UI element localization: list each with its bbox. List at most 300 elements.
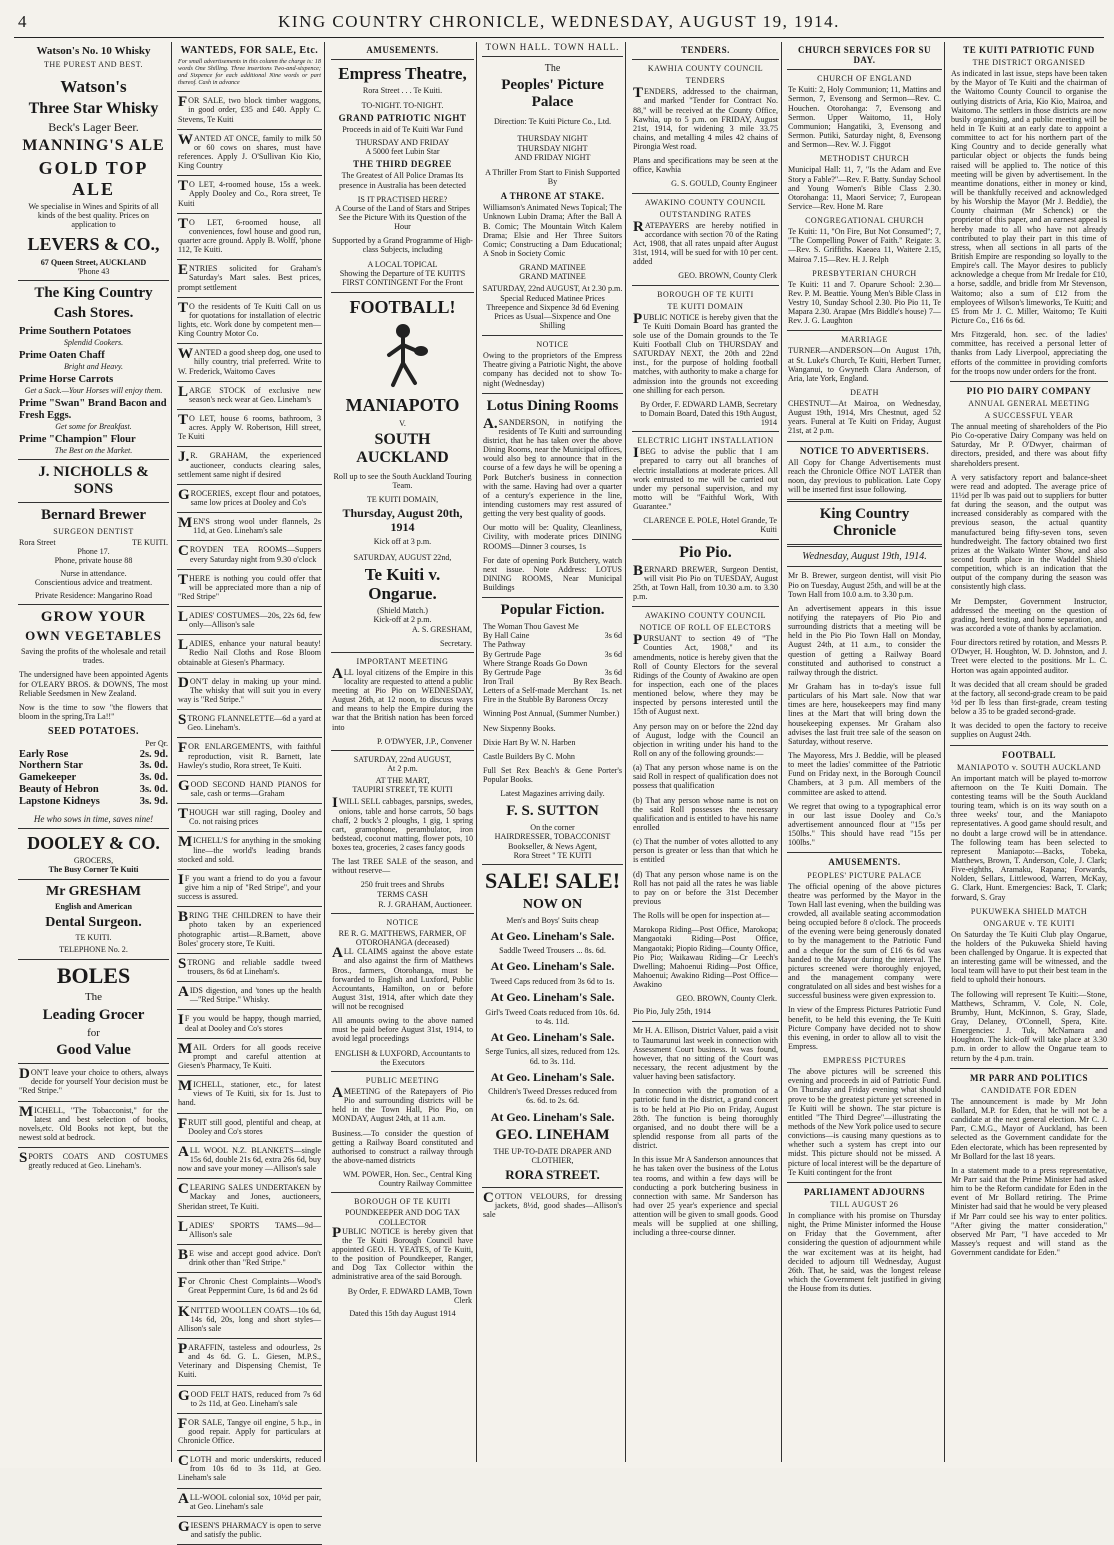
per-qr-label: Per Qr. xyxy=(145,739,168,749)
classified-list xyxy=(175,96,324,1545)
residence: Private Residence: Mangarino Road xyxy=(34,591,153,601)
classified-ad: STRONG and reliable saddle tweed trousers, 8s 6d at Lineham's. xyxy=(178,955,321,976)
ad-divider xyxy=(177,1488,322,1489)
ad-divider xyxy=(177,343,322,344)
column-2 xyxy=(175,42,325,1540)
grow-spring: Now is the time to sow "the flowers that bloom in the spring,Tra La!!" xyxy=(19,702,168,721)
last-tree-sale: The last TREE SALE of the season, and without reserve— xyxy=(332,857,473,876)
seed-price: 3s. 9d. xyxy=(139,795,168,807)
seed-list xyxy=(16,749,171,808)
business-text: Business.—To consider the question of getting a Railway Board constituted and authorised to construct a railway through the above-named districts xyxy=(332,1128,473,1165)
purest-best: THE PUREST AND BEST. xyxy=(43,60,144,70)
at-geo-lineham: At Geo. Lineham's Sale. xyxy=(490,1029,615,1044)
levers-co: LEVERS & CO., xyxy=(27,234,160,255)
borough-heading: BOROUGH OF TE KUITI xyxy=(354,1197,451,1207)
gould-signature: G. S. GOULD, County Engineer xyxy=(671,179,777,189)
book-row xyxy=(483,631,622,640)
product-note: Bright and Heavy. xyxy=(63,361,124,371)
editorial-4: The Mayoress, Mrs J. Beddie, will be pleased to meet the ladies' committee of the Patriotic Fund on Friday next, in the Borough Council Chambers, at 3 p.m. All members of the committee are asked to attend. xyxy=(788,751,941,797)
grocers: GROCERS, xyxy=(73,856,114,866)
classified-ad: TO LET, 4-roomed house, 15s a week. Apply Dooley and Co., Rora street, Te Kuiti xyxy=(178,178,321,208)
ad-divider xyxy=(177,606,322,607)
fs-sutton: F. S. SUTTON xyxy=(506,803,599,820)
ad-divider xyxy=(177,981,322,982)
phone-private: Phone, private house 88 xyxy=(54,555,133,565)
book-title: By Gertrude Page xyxy=(483,667,541,677)
michell-ad: MICHELL, "The Tobacconist," for the latest and best selection of books, novels,etc. Old Books not kept, but the newest sold at bedrock. xyxy=(19,1103,168,1143)
kawhia-county-council: KAWHIA COUNTY COUNCIL xyxy=(647,64,764,74)
amuse-text-2: In view of the Empress Pictures Patriotic Fund benefit, to be held this evening, the Te Kuiti Picture Company have decided not to show this evening, in order to allow all to visit the Empress. xyxy=(788,1005,941,1051)
poundkeeper-heading: POUNDKEEPER AND DOG TAX COLLECTOR xyxy=(345,1208,460,1227)
amusements-heading-2: AMUSEMENTS. xyxy=(828,857,901,868)
book-price: 3s 6d xyxy=(604,649,622,659)
town-hall: TOWN HALL. TOWN HALL. xyxy=(485,42,620,52)
ad-divider xyxy=(177,1216,322,1217)
mr-gresham: Mr GRESHAM xyxy=(45,883,141,899)
ad-divider xyxy=(177,1178,322,1179)
dairy-text-1: The annual meeting of shareholders of the Pio Pio Co-operative Dairy Company was held on Saturday, Mr P. O'Dwyer, chairman of directors, presided, and there was about fifty shareholders present. xyxy=(951,422,1107,468)
classified-ad: CLEARING SALES UNDERTAKEN by Mackay and Jones, auctioneers, Sheridan street, Te Kuiti. xyxy=(178,1181,321,1211)
winning-post: Winning Post Annual, (Summer Number.) xyxy=(483,709,620,719)
brown-signature: GEO. BROWN, County Clerk xyxy=(678,271,777,281)
notice-advertisers: NOTICE TO ADVERTISERS. xyxy=(799,445,930,456)
column-1 xyxy=(16,42,172,1462)
classified-ad: LADIES' COSTUMES—20s, 22s 6d, few only—Allison's sale xyxy=(178,609,321,630)
tenders-heading: TENDERS. xyxy=(681,45,730,55)
ellison-text: Mr H. A. Ellison, District Valuer, paid a visit to Taumarunui last week in connection with Assessment Court business. It was found, however, that no sitting of the Court was necessary, the recent adjustment by the valuer having been satisfactory. xyxy=(633,1026,778,1082)
mr-parr-politics: MR PARR AND POLITICS xyxy=(969,1072,1089,1083)
domain-notice: PUBLIC NOTICE is hereby given that the Te Kuiti Domain Board has granted the sole use of the Domain grounds to the Te Kuiti Football Club on THURSDAY and SATURDAY NEXT, the 20th and 22nd inst., for the purpose of holding football matches, with authority to make a charge for admission into the grounds not exceeding one shilling for each person. xyxy=(633,310,778,395)
grand-matinee-2: GRAND MATINEE xyxy=(519,272,586,282)
parr-text-2: In a statement made to a press representative, Mr Parr said that the Prime Minister had asked him to be the Reform candidate for Eden in the event of Mr Bollard retiring. The Prime Minister had said that he would be very pleased if Mr Parr could see his way to enter politics. "After giving the matter consideration," observed Mr Parr, "I have acceded to Mr Massey's request and will stand as the Government candidate for Eden." xyxy=(951,1165,1107,1258)
plans-text: Plans and specifications may be seen at the office, Kawhia xyxy=(633,156,778,175)
odwyer-signature: P. O'DWYER, J.P., Convener xyxy=(377,736,472,746)
classified-ad: FOR SALE, two block timber waggons, in good order, £35 and £40. Apply C. Stevens, Te Kuiti xyxy=(178,94,321,124)
versus: V. xyxy=(399,418,406,428)
concert-text: In connection with the promotion of a patriotic fund in the district, a grand concert is to be held at Pio Pio on Friday, August 28th. The function is being thoroughly organised, and no doubt there will be a splendid response from all parts of the district. xyxy=(633,1086,778,1151)
throne-at-stake: A THRONE AT STAKE. xyxy=(500,191,605,202)
classified-ad: TO LET, 6-roomed house, all conveniences, fowl house and good run, quarter acre ground. Apply B. Wolff, 'phone 112, Te Kuiti. xyxy=(178,215,321,255)
pukuweka-shield: PUKUWEKA SHIELD MATCH xyxy=(970,906,1088,916)
secretary: Secretary. xyxy=(439,638,472,648)
district-organised: THE DISTRICT ORGANISED xyxy=(972,58,1086,68)
grand-patriotic-night: GRAND PATRIOTIC NIGHT xyxy=(338,112,467,123)
presbyterian-church: PRESBYTERIAN CHURCH xyxy=(812,268,917,278)
book-row xyxy=(483,640,622,649)
poundkeeper-text: PUBLIC NOTICE is hereby given that the Te Kuiti Borough Council have appointed GEO. H. YEATES, of Te Kuiti, to the position of Poundkeeper, Ranger, and Dog Tax Collector within the administrative area of the said Borough. xyxy=(332,1224,473,1282)
ad-divider xyxy=(177,569,322,570)
leading-grocer: Leading Grocer xyxy=(42,1006,145,1023)
fruit-trees: 250 fruit trees and Shrubs xyxy=(360,880,445,890)
date-pio-pio: Pio Pio, July 25th, 1914 xyxy=(633,1007,711,1017)
ad-divider xyxy=(177,512,322,513)
dairy-text-4: Four directors retired by rotation, and Messrs P. O'Dwyer, H. Houghton, W. D. Johnston, and J. Treet were elected to the positions. Mr L. C. Horton was again appointed auditor. xyxy=(951,638,1107,675)
thriller: A Thriller From Start to Finish Supported By xyxy=(485,167,620,187)
parr-text-1: The announcement is made by Mr John Bollard, M.P. for Eden, that he will not be a candidate at the next general election. Mr C. J. Parr, C.M.G., Mayor of Auckland, has been selected as the Government candidate for the Eden electorate, which has been represented by Mr Bollard for the last 18 years. xyxy=(951,1096,1107,1161)
ad-divider xyxy=(177,1075,322,1076)
congregational-text: Te Kuiti: 11, "On Fire, But Not Consumed"; 7, "The Compelling Power of Faith." Reigate: 3.—Rev. S. Griffiths. Kaeaea 11, Waitere 2.15, Mairoa 7.15—Rev. H. J. Relph xyxy=(788,227,941,264)
wanteds-note: For small advertisements in this column the charge is: 18 words One Shilling. Three insertions Two-and-sixpence; and Sixpence for each additional Nine words or part thereof. Cash in advance xyxy=(178,58,321,87)
classified-ad: TO the residents of Te Kuiti Call on us for quotations for installation of electric lights, etc. Work done by competent men—King Country Motor Co. xyxy=(178,299,321,339)
ad-divider xyxy=(177,953,322,954)
ad-divider xyxy=(177,175,322,176)
product-line: Prime Southern Potatoes xyxy=(19,325,131,337)
classified-ad: GROCERIES, except flour and potatoes, same low prices at Dooley and Co's xyxy=(178,486,321,507)
dairy-text-6: It was decided to open the factory to receive supplies on August 24th. xyxy=(951,721,1107,740)
classified-ad: GOOD SECOND HAND PIANOS for sale, cash or terms—Graham xyxy=(178,777,321,799)
nurse: Nurse in attendance. xyxy=(60,569,127,579)
at-geo-lineham: At Geo. Lineham's Sale. xyxy=(490,990,615,1005)
patriotic-fund-heading: TE KUITI PATRIOTIC FUND xyxy=(963,45,1095,55)
empress-theatre: Empress Theatre, xyxy=(338,64,467,84)
classified-ad: CLOTH and moric underskirts, reduced from 10s 6d to 3s 11d, at Geo. Lineham's sale xyxy=(178,1453,321,1483)
till-august-26: TILL AUGUST 26 xyxy=(830,1200,899,1209)
three-star-whisky: Three Star Whisky xyxy=(28,99,159,117)
ad-divider xyxy=(177,869,322,870)
places: Marokopa Riding—Post Office, Marokopa; Mangaotaki Riding—Post Office, Mangaotaki; Piopio Riding—County Office, Pio Pio; Waikawau Riding—Cr Leech's Dwelling; Mahoenui Riding—Post Office, Mahoenui; Awakino Riding—Post Office—Awakino xyxy=(633,925,778,990)
english-luxford: ENGLISH & LUXFORD, Accountants to the Executors xyxy=(334,1048,471,1067)
seed-name: Northern Star xyxy=(19,760,83,772)
notice-heading: NOTICE xyxy=(386,917,419,927)
ad-divider xyxy=(177,1113,322,1114)
classified-ad: KNITTED WOOLLEN COATS—10s 6d, 14s 6d, 20s, long and short styles—Allison's sale xyxy=(178,1303,321,1333)
dairy-text-2: A very satisfactory report and balance-sheet were read and adopted. The average price of 11½d per lb was paid out to suppliers for butter fat during the season, and the output was increased considerably as compared with the previous season, the actual quantity manufactured being fifty-seven tons, seven hundredweight. The factory obtained two first prizes at the Waikato Winter Show, and also second fourth place in the Waddel Shield competition, which is an indication that the output of the company during the season was consistently high class. xyxy=(951,472,1107,592)
classified-ad: LADIES' SPORTS TAMS—9d—Allison's sale xyxy=(178,1218,321,1239)
te-kuiti-v-ongarue: Te Kuiti v. Ongarue. xyxy=(364,564,441,603)
classified-ad: FRUIT still good, plentiful and cheap, at Dooley and Co's stores xyxy=(178,1115,321,1136)
owing-text: Owing to the proprietors of the Empress Theatre giving a Patriotic Night, the above company has decided not to show To-night (Wednesday) xyxy=(483,351,622,388)
grow-your: GROW YOUR xyxy=(40,609,147,626)
important-meeting-text: ALL loyal citizens of the Empire in this locality are requested to attend a public meeting at Pio Pio on WEDNESDAY, August 26th, at 12 noon, to discuss ways and means to help the Empire during the war that the British nation has been forced into xyxy=(332,665,473,732)
te-kuiti-domain: TE KUITI DOMAIN xyxy=(667,301,744,311)
per-qr xyxy=(19,739,168,748)
kick-off-1: Kick off at 3 p.m. xyxy=(373,537,432,547)
motto: Our motto will be: Quality, Cleanliness, Civility, with moderate prices DINING ROOMS—Dinner 3 courses, 1s xyxy=(483,523,622,551)
ground-d: (d) That any person whose name is on the Roll has not paid all the rates he was liable to pay on or before the 31st December previous xyxy=(633,869,778,906)
now-on: NOW ON xyxy=(522,896,583,912)
roll-up-text: Roll up to see the South Auckland Touring Team. xyxy=(333,471,472,491)
date-line: Wednesday, August 19th, 1914. xyxy=(802,551,927,563)
shield-text-2: The following will represent Te Kuiti:—Stone, Matthews, Schramm, V. Cole, N. Cole, Brumby, Hunt, McKinnon, S. Gray, Slade, Gray, Delaney, O'Connell, Spera, Kite. Emergencies: J. Tuk, McNamara and Houghton. The kick-off will take place at 3.30 p.m. in order to allow the Ongarue team to return by the 4 p.m. train. xyxy=(951,989,1107,1063)
dixie-hart: Dixie Hart By W. N. Harben xyxy=(483,737,576,747)
boles-for: for xyxy=(87,1026,100,1039)
product-note: Splendid Cookers. xyxy=(63,337,124,347)
electric-light: ELECTRIC LIGHT INSTALLATION xyxy=(637,436,774,446)
pio-pio-dairy: PIO PIO DAIRY COMPANY xyxy=(966,385,1092,396)
book-row xyxy=(483,668,622,677)
classified-ad: THOUGH war still raging, Dooley and Co. not raising prices xyxy=(178,806,321,827)
classified-ad: PARAFFIN, tasteless and odourless, 2s and 4s 6d. G. L. Giesen, M.P.S., Veterinary and Dispensing Chemist, Te Kuiti. xyxy=(178,1340,321,1380)
lotus-text: A.SANDERSON, in notifying the residents of Te Kuiti and surrounding district, that he has taken over the above Dining Rooms, near the Municipal offices, would also beg to announce that in the course of a few days he will be opening a Pork Butcher's business in connection with the same. Having had over a quarter of a century's experience in the line, intending customers may rest assured of getting the very best quality of goods. xyxy=(483,415,622,519)
book-row xyxy=(483,677,622,686)
book-title: Iron Trail xyxy=(483,677,514,686)
full-set: Full Set Rex Beach's & Gene Porter's Popular Books. xyxy=(483,765,622,785)
ad-divider xyxy=(177,1038,322,1039)
football-heading: FOOTBALL! xyxy=(349,296,456,317)
column-7 xyxy=(948,42,1110,1462)
shield-match: (Shield Match.) xyxy=(377,606,428,616)
dont-leave-ad: DON'T leave your choice to others, always decide for yourself Your decision must be "Red Stripe." xyxy=(19,1066,168,1096)
ad-divider xyxy=(177,484,322,485)
roll-of-electors: NOTICE OF ROLL OF ELECTORS xyxy=(639,623,772,633)
ad-divider xyxy=(177,672,322,673)
annual-general-meeting: ANNUAL GENERAL MEETING xyxy=(968,398,1090,408)
greatest-drama: The Greatest of All Police Dramas Its presence in Australia has been detected xyxy=(339,171,466,190)
lamb-signature: By Order, F. EDWARD LAMB, Town Clerk xyxy=(347,1286,472,1305)
programme: Williamson's Animated News Topical; The Unknown Lubin Drama; After the Ball A B. Comic; The Mountain Witch Kalem Drama; Elsie and Her Three Suitors Comic; Constructing a Dam Educational; A Snob in Society Comic xyxy=(483,203,622,259)
ad-divider xyxy=(177,446,322,447)
kick-off-2: Kick-off at 2 p.m. xyxy=(373,615,432,625)
supported-text: Supported by a Grand Programme of High-class Subjects, including xyxy=(332,236,473,255)
book-row xyxy=(483,659,622,668)
roll-text: PURSUANT to section 49 of "The Counties Act, 1908," and its amendments, notice is hereby given that the Roll of County Electors for the several Ridings of the County of Awakino are open for inspection, each one of the places mentioned below, where they may be inspected by persons interested until the 15th of August next. xyxy=(633,632,778,717)
ad-divider xyxy=(177,1516,322,1517)
practised-here: IS IT PRACTISED HERE? xyxy=(357,194,448,204)
local-topical: A LOCAL TOPICAL xyxy=(367,259,438,269)
levers-phone: 'Phone 43 xyxy=(77,266,110,276)
product-line: Prime Horse Carrots xyxy=(19,373,114,385)
saturday-22: SATURDAY, 22nd AUGUST, xyxy=(353,754,452,764)
classified-ad: AIDS digestion, and 'tones up the health—"Red Stripe." Whisky. xyxy=(178,984,321,1005)
draper: THE UP-TO-DATE DRAPER AND CLOTHIER, xyxy=(493,1147,612,1166)
ad-divider xyxy=(177,709,322,710)
classified-ad: LARGE STOCK of exclusive new season's neck wear at Geo. Lineham's xyxy=(178,383,321,404)
conscientious: Conscientious advice and treatment. xyxy=(34,578,153,588)
newspaper-title: KING COUNTRY CHRONICLE, WEDNESDAY, AUGUST 19, 1914. xyxy=(278,12,840,31)
seed-name: Beauty of Hebron xyxy=(19,784,99,796)
sale-heading: SALE! SALE! xyxy=(484,867,621,893)
levers-address: 67 Queen Street, AUCKLAND xyxy=(40,257,147,267)
classified-ad: MICHELL'S for anything in the smoking line—the world's leading brands stocked and sold. xyxy=(178,834,321,864)
rolls-open: The Rolls will be open for inspection at— xyxy=(633,911,770,921)
thursday-night-2: THURSDAY NIGHT xyxy=(517,143,588,153)
classified-ad: TO LET, house 6 rooms, bathroom, 3 acres. Apply W. Robertson, Hill street, Te Kuiti xyxy=(178,411,321,442)
at-2pm: At 2 p.m. xyxy=(387,763,418,773)
course-text: A Course of the Land of Stars and Stripes See the Picture With its Question of the Hour xyxy=(335,203,470,232)
tenders-text: TENDERS, addressed to the chairman, and marked "Tender for Contract No. 88," will be received at the County Office, Kawhia, up to 5 p.m. on FRIDAY, August 21st, 1914, for widening 3 mile 33.75 chains, and metalling 4 miles 42 chains of Pirongia West road. xyxy=(633,85,778,152)
classified-ad: THERE is nothing you could offer that will be appreciated more than a nip of "Red Stripe" xyxy=(178,571,321,601)
saturday-matinee: SATURDAY, 22nd AUGUST, At 2.30 p.m. xyxy=(482,284,623,294)
becks-lager: Beck's Lager Beer. xyxy=(48,119,139,134)
classified-ad: FOR ENLARGEMENTS, with faithful reproduction, visit R. Barnett, late Hawley's studio, Rora street, Te Kuiti. xyxy=(178,740,321,770)
wines-text: We specialise in Wines and Spirits of all kinds of the best quality. Prices on application to xyxy=(28,202,159,230)
ground-c: (c) That the number of votes allotted to any person is greater or less than that which he is entitled xyxy=(633,837,778,865)
column-4 xyxy=(480,42,626,1462)
sale-item: Tweed Caps reduced from 3s 6d to 1s. xyxy=(490,976,615,986)
busy-corner: The Busy Corner Te Kuiti xyxy=(48,865,139,875)
popular-fiction: Popular Fiction. xyxy=(500,602,605,619)
english-american: English and American xyxy=(55,902,132,912)
electric-text: IBEG to advise the public that I am prepared to carry out all branches of electric installations at moderate prices. All work entrusted to me will be carried out under my personal supervision, and my motto will be "Faithful Work, With Guarantee." xyxy=(633,445,778,512)
death-text: CHESTNUT—At Mairoa, on Wednesday, August 19th, 1914, Mrs Chestnut, aged 52 years. Funeral at Te Kuiti on Friday, August 21st, at 2 p.m. xyxy=(788,399,941,436)
grand-matinee: GRAND MATINEE xyxy=(519,263,586,273)
ad-divider xyxy=(177,1413,322,1414)
matthews-heading: RE R. G. MATTHEWS, FARMER, OF OTOROHANGA (deceased) xyxy=(338,928,467,948)
lamb-signature: By Order, F. EDWARD LAMB, Secretary to Domain Board, Dated this 19th August, 1914 xyxy=(640,399,777,428)
seed-price: 3s. 0d. xyxy=(139,784,168,796)
fire-stubble: Fire in the Stubble By Baroness Orczy xyxy=(483,695,608,705)
claims-text: ALL CLAIMS against the above estate and also against the firm of Matthews Bros., farmers, Otorohanga, must be forwarded to English and Luxford, Public Accountants, Hamilton, on or before August 31st, 1914, after which date they will not be recognised xyxy=(332,945,473,1012)
ad-divider xyxy=(177,1385,322,1386)
editorial-3: Mr Graham has in to-day's issue full particulars of his Mart sale. Now that war times are here, housekeepers may find many lines at the Mart that will bring down the housekeeping expenses. Mr Graham also advises the last fruit tree sale of the season on Saturday, without reserve. xyxy=(788,682,941,746)
third-degree: THE THIRD DEGREE xyxy=(353,159,452,170)
editorial-1: Mr B. Brewer, surgeon dentist, will visit Pio Pio on Tuesday, August 25th, and will be at the Town Hall from 10.0 a.m. to 3.30 p.m. xyxy=(788,571,941,599)
classified-ad: BE wise and accept good advice. Don't drink other than "Red Stripe." xyxy=(178,1246,321,1268)
ground-a: (a) That any person whose name is on the said Roll in respect of qualification does not possess that qualification xyxy=(633,763,778,791)
classified-ad: GIESEN'S PHARMACY is open to serve and satisfy the public. xyxy=(178,1518,321,1540)
book-price: 3s 6d xyxy=(604,631,622,641)
sale-item: Men's and Boys' Suits cheap xyxy=(506,915,599,925)
advertisers-text: All Copy for Change Advertisements must reach the Chronicle Office NOT LATER than noon, day previous to publication. Late Copy will be inserted first issue following. xyxy=(788,457,941,495)
gold-top-ale: GOLD TOP ALE xyxy=(38,158,149,199)
book-row xyxy=(483,686,622,695)
phone: Phone 17. xyxy=(77,546,110,556)
football-heading-2: FOOTBALL xyxy=(1001,749,1056,760)
ad-divider xyxy=(177,737,322,738)
sports-coats-ad: SPORTS COATS AND COSTUMES greatly reduced at Geo. Lineham's. xyxy=(19,1150,168,1171)
pole-signature: CLARENCE E. POLE, Hotel Grande, Te Kuiti xyxy=(643,516,777,535)
dooley-co: DOOLEY & CO. xyxy=(27,832,160,853)
classified-ad: ALL-WOOL colonial sox, 10½d per pair, at Geo. Lineham's sale xyxy=(178,1490,321,1511)
grow-agents: The undersigned have been appointed Agents for O'LEARY BROS. & DOWNS, The most Reliable Seedsmen in New Zealand. xyxy=(19,670,168,698)
brown-signature-2: GEO. BROWN, County Clerk. xyxy=(676,994,777,1004)
book-price: 1s. net xyxy=(600,686,622,696)
ad-divider xyxy=(177,803,322,804)
ad-divider xyxy=(177,381,322,382)
coe-text: Te Kuiti: 2, Holy Communion; 11, Mattins and Sermon, 7, Evensong and Sermon—Rev. C. Houchen. Otorohanga: 7, Evensong and Sermon. Upper Waitomo, 11, Holy Communion; Hangatiki, 3, Evensong and Sermon. Putiki, Saturday night, 8, Evensong and Sermon—Rev. W. J. Figgot xyxy=(788,85,941,150)
seed-name: Early Rose xyxy=(19,748,69,760)
church-services-heading: CHURCH SERVICES FOR SU DAY. xyxy=(798,45,931,66)
ongarue-v-te-kuiti: ONGARUE v. TE KUITI xyxy=(983,918,1075,928)
ground-b: (b) That any person whose name is not on the said Roll possesses the necessary qualification and is entitled to have his name enrolled xyxy=(633,795,778,832)
te-kuiti: TE KUITI. xyxy=(132,537,168,547)
book-row xyxy=(483,650,622,659)
direction: Direction: Te Kuiti Picture Co., Ltd. xyxy=(493,117,612,127)
book-title: By Gertrude Page xyxy=(483,649,541,659)
at-the-mart: AT THE MART, xyxy=(375,776,430,786)
terms-cash: TERMS CASH xyxy=(377,889,428,899)
sale-item: Children's Tweed Dresses reduced from 6s. 6d. to 2s. 6d. xyxy=(488,1087,617,1106)
ad-divider xyxy=(177,1009,322,1010)
south-auckland: SOUTH AUCKLAND xyxy=(356,430,449,466)
seed-name: Gamekeeper xyxy=(19,772,77,784)
parliament-text: In compliance with his promise on Thursday night, the Prime Minister informed the House on Friday that the Government, after considering the question of adjournment while the war excitement was at its height, had decided to adjourn till Wednesday, August 26th. That, he said, was the longest release which the Government felt justified in giving the House from its duties. xyxy=(788,1211,941,1294)
te-kuiti-domain: TE KUITI DOMAIN, xyxy=(366,495,439,505)
seed-price: 3s. 0d. xyxy=(139,772,168,784)
column-3 xyxy=(329,42,477,1462)
date-opening: For date of opening Pork Butchery, watch next issue. Note Address: LOTUS DINING ROOMS, Near Municipal Buildings xyxy=(483,555,622,593)
bernard-brewer: Bernard Brewer xyxy=(40,506,147,523)
book-price: By Rex Beach. xyxy=(573,677,622,686)
parliament-adjourns: PARLIAMENT ADJOURNS xyxy=(804,1186,925,1197)
editorial-2: An advertisement appears in this issue notifying the ratepayers of Pio Pio and surrounding districts that a meeting will be held in the Pio Pio Town Hall on Monday, August 24th, at 11 a.m., to consider the question of getting a Railway Board constituted and authorised to construct a railway through the district. xyxy=(788,603,941,677)
classified-ad: BRING THE CHILDREN to have their photo taken by an experienced photographic artist—R.Barnett, above Boles' grocery store, Te Kuiti. xyxy=(178,909,321,948)
dated: Dated this 15th day August 1914 xyxy=(349,1308,456,1318)
product-note: Get some for Breakfast. xyxy=(55,421,132,431)
thursday-friday: THURSDAY AND FRIDAY xyxy=(355,137,450,147)
classified-ad: ENTRIES solicited for Graham's Saturday's Mart sales. Best prices, prompt settlement xyxy=(178,262,321,292)
cotton-velours-ad: COTTON VELOURS, for dressing jackets, 8½d, good shades—Allison's sale xyxy=(483,1190,622,1220)
the-label: The xyxy=(544,63,561,75)
maniapoto: MANIAPOTO xyxy=(345,395,460,416)
dairy-text-3: Mr Dempster, Government Instructor, addressed the meeting on the question of grading, herd testing, and home separation, and was accorded a vote of thanks by acclamation. xyxy=(951,596,1107,633)
ad-divider xyxy=(177,540,322,541)
important-meeting: IMPORTANT MEETING xyxy=(356,656,449,666)
seed-price: 3s. 0d. xyxy=(139,760,168,772)
amuse-text-1: The official opening of the above pictures theatre was performed by the Mayor in the Town Hall last evening, when the building was crowded, all available seating accommodation being occupied before 8 o'clock. The proceeds of the evening were being generously donated to by the management to the Patriotic Fund and a cheque for the sum of £16 6s 6d was handed to the Mayor during the interval. The pictures screened were thoroughly enjoyed, and the management company were congratulated on all sides and best wishes for a successful business were given expression to. xyxy=(788,881,941,1001)
fund-text-1: As indicated in last issue, steps have been taken by the Mayor of Te Kuiti and the chairman of the Waitomo County Council to organise the outlying districts of Aria, Kio Kio, Mairoa, and Waitomo. The settlers in those districts are now busily organising, and a public meeting will be held in Te Kuiti at an early date to appoint a committee to act for his northern part of the King Country and to decide generally what particular object or objects the funds being raised will be applied to. The notice of this meeting will be given by advertisement. In the meantime donations, either in money or kind, will be thankfully received and acknowledged by his Worship the Mayor (Mr J. Beddie), the County chairman (Mr Schenck) or the proprietor of this paper, and an earnest appeal is hereby made to all who have not already contributed to play their part in this time of stress, when all sections in all parts of the British Empire are responding so loyally to the Empire's call. The Mayor desires to publicly acknowledge a cheque from Mr Iredale for £10, a horse, saddle, and bridle from Mr Stevenson, Waitomo; also a sum of £12 from the employees of Wilson's limeworks, Te Kuiti; and £5 from Mr J. C. Miller, Waitomo; Te Kuiti Picture Co., £16 6s 6d. xyxy=(951,69,1107,325)
classified-ad: MAIL Orders for all goods receive prompt and careful attention at Giesen's Pharmacy, Te Kuiti. xyxy=(178,1040,321,1070)
seed-name: Lapstone Kidneys xyxy=(19,795,100,807)
own-vegetables: OWN VEGETABLES xyxy=(25,628,162,644)
boles: BOLES xyxy=(56,962,131,988)
graham-signature: R. J. GRAHAM, Auctioneer. xyxy=(378,899,472,909)
monies-text: All amounts owing to the above named must be paid before August 31st, 1914, to avoid legal proceedings xyxy=(332,1016,473,1044)
classified-ad: MICHELL, stationer, etc., for latest views of Te Kuiti, six for 1s. Just to hand. xyxy=(178,1078,321,1108)
product-line: Prime "Swan" Brand Bacon and Fresh Eggs. xyxy=(19,397,167,421)
column-5 xyxy=(630,42,782,1462)
wanteds-heading: WANTEDS, FOR SALE, Etc. xyxy=(180,45,319,56)
ad-divider xyxy=(177,1338,322,1339)
rora-street: Rora Street xyxy=(19,537,56,547)
classified-ad: ALL WOOL N.Z. BLANKETS—single 15s 6d, double 21s 6d, extra 26s 6d, buy now and save your money —Allison's sale xyxy=(178,1143,321,1174)
masthead xyxy=(14,8,1104,38)
book-title: The Pathway xyxy=(483,640,526,650)
sale-item: Serge Tunics, all sizes, reduced from 12s. 6d. to 3s. 11d. xyxy=(485,1047,620,1066)
seed-potatoes: SEED POTATOES. xyxy=(48,726,139,738)
ad-divider xyxy=(177,213,322,214)
football-text: An important match will be played to-morrow afternoon on the Te Kuiti Domain. The contesting teams will be the South Auckland touring team, which is on its way south on a three weeks' tour, and the Maniapoto representatives. A good game should result, and no doubt a large crowd will be in attendance. The following team has been selected to represent Maniapoto:—Backs, Tobeka, Matthews, Brown, T. Anderson, Cole, J. Clark; Five-eighths, Aramaku, Rapana; Forwards, Nolden, Sellars, Littlewood, Warren, McKay, G. Clark, Hunt. Emergencies: Back, T. Clark; forward, S. Gray xyxy=(951,773,1107,902)
ad-divider xyxy=(177,1301,322,1302)
king-country-heading: The King Country xyxy=(34,285,153,302)
rates-text: RATEPAYERS are hereby notified in accordance with section 70 of the Rating Act, 1908, that all rates unpaid after August 31st, 1914, will be sued for with 10 per cent. added xyxy=(633,218,778,267)
ad-divider xyxy=(177,906,322,907)
cash-stores-heading: Cash Stores. xyxy=(53,304,134,321)
classified-ad: LADIES, enhance your natural beauty! Redio Nail Cloths and Rose Bloom obtainable at Giesen's Pharmacy. xyxy=(178,637,321,667)
book-row xyxy=(483,622,622,631)
at-geo-lineham: At Geo. Lineham's Sale. xyxy=(490,1109,615,1124)
king-country-chronicle: King Country Chronicle xyxy=(819,506,910,540)
book-list xyxy=(480,622,625,695)
book-title: Where Strange Roads Go Down xyxy=(483,658,588,668)
book-title: Letters of a Self-made Merchant xyxy=(483,686,589,696)
thursday-night: THURSDAY NIGHT xyxy=(517,134,588,144)
ad-divider xyxy=(177,297,322,298)
ad-divider xyxy=(177,1244,322,1245)
seed-price: 2s. 9d. xyxy=(139,748,168,760)
awakino-county-council-2: AWAKINO COUNTY COUNCIL xyxy=(644,611,767,621)
seed-row xyxy=(19,784,168,796)
objections: Any person may on or before the 22nd day of August, lodge with the Council an objection in writing under his hand to the Roll on any of the following grounds:— xyxy=(633,721,778,758)
classified-ad: WANTED a good sheep dog, one used to hilly country, trial preferred. Write to W. Frederick, Waitomo Caves xyxy=(178,346,321,376)
book-title: By Hall Caine xyxy=(483,631,530,641)
product-line: Prime Oaten Chaff xyxy=(19,349,105,361)
amuse-text-3: The above pictures will be screened this evening and proceeds in aid of Patriotic Fund. On Thursday and Friday evening what should prove to be the greatest picture yet screened in Te Kuiti will be shown. The star picture is entitled "The Third Degree"—illustrating the methods of the New York police used to secure convictions—is causing many questions as to whether such a system has crept into our midst. This picture should not be missed. A picture of local interest will be the departure of Te Kuiti contingent for the front xyxy=(788,1067,941,1177)
product-note: Get a Sack.—Your Horses will enjoy them. xyxy=(24,385,163,395)
pio-pio-heading: Pio Pio. xyxy=(679,543,732,561)
book-title: The Woman Thou Gavest Me xyxy=(483,622,579,632)
borough-te-kuiti: BOROUGH OF TE KUITI xyxy=(657,289,754,299)
empress-pictures: EMPRESS PICTURES xyxy=(822,1056,907,1066)
ad-divider xyxy=(177,1141,322,1142)
special-prices: Special Reduced Matinee Prices Threepence and Sixpence 3d 6d Evening Prices as Usual—Sixpence and One Shilling xyxy=(486,293,619,331)
death-heading: DEATH xyxy=(850,387,879,397)
watson-no10: Watson's No. 10 Whisky xyxy=(36,45,151,57)
sale-item: Girl's Tweed Coats reduced from 10s. 6d. to 4s. 11d. xyxy=(485,1007,620,1026)
at-geo-lineham: At Geo. Lineham's Sale. xyxy=(490,1069,615,1084)
sixpenny-books: New Sixpenny Books. xyxy=(483,723,556,733)
successful-year: A SUCCESSFUL YEAR xyxy=(984,411,1074,421)
